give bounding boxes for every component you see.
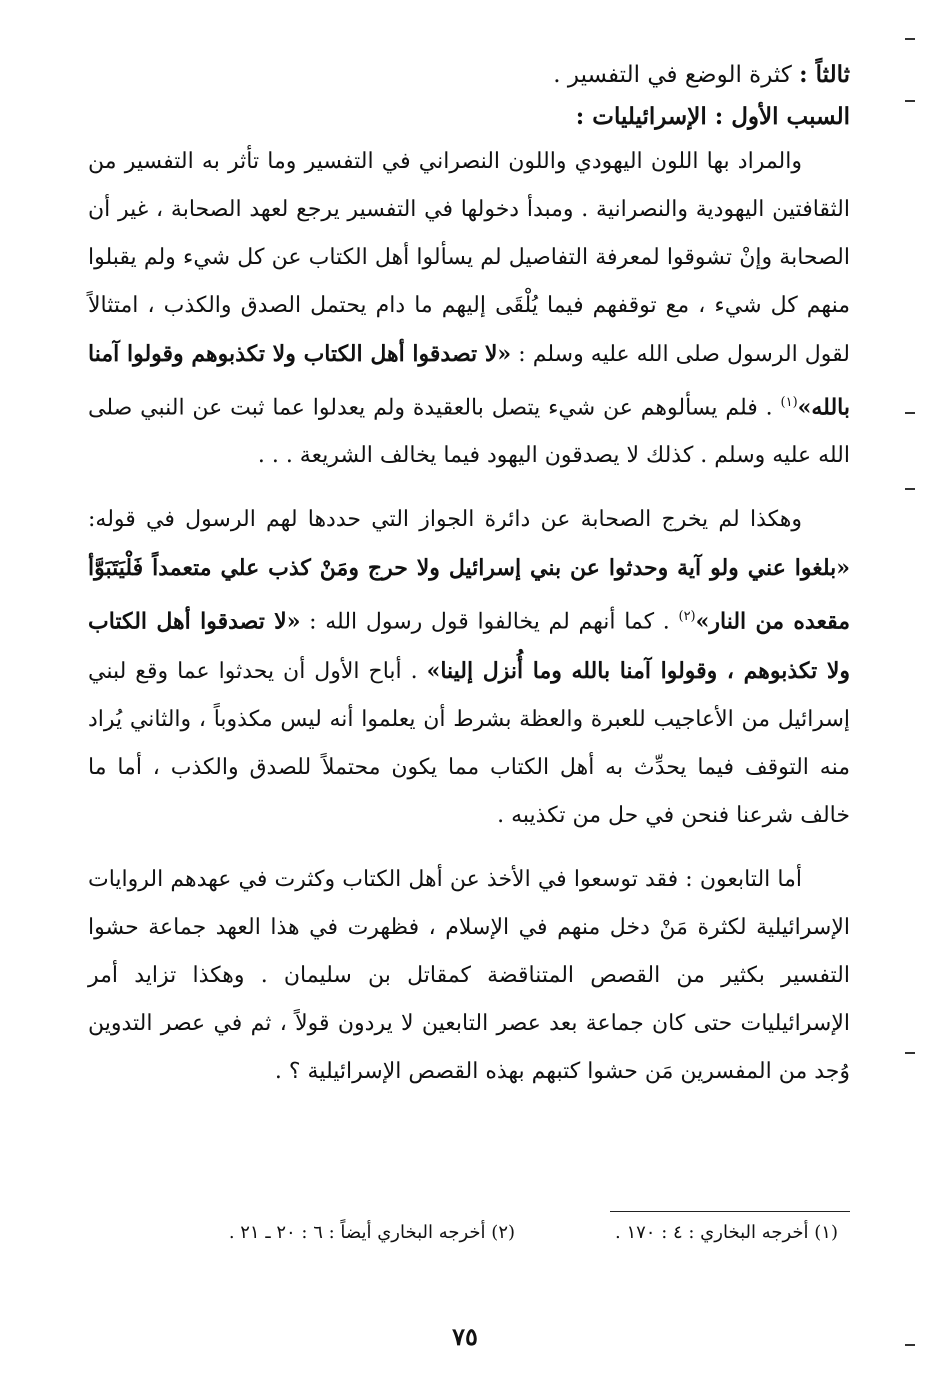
heading-third-label: ثالثاً : <box>799 61 850 88</box>
margin-mark <box>905 488 915 490</box>
paragraph-2-part-2: . كما أنهم لم يخالفوا قول رسول الله : <box>300 609 679 635</box>
margin-mark <box>905 100 915 102</box>
margin-mark <box>905 1344 915 1346</box>
page-body <box>88 50 850 1096</box>
margin-mark <box>905 412 915 414</box>
paragraph-1-part-2: . فلم يسألوهم عن شيء يتصل بالعقيدة ولم يعدلوا عما ثبت عن النبي صلى الله عليه وسلم . كذلك لا يصدقون اليهود فيما يخالف الشريعة . . . <box>88 395 850 469</box>
margin-mark <box>905 38 915 40</box>
section-heading-first-reason <box>88 100 850 134</box>
footnote-2: (٢) أخرجه البخاري أيضاً : ٦ : ٢٠ ـ ٢١ . <box>228 1222 516 1243</box>
paragraph-successors: أما التابعون : فقد توسعوا في الأخذ عن أهل الكتاب وكثرت في عهدهم الروايات الإسرائيلية لكثرة مَنْ دخل منهم في الإسلام ، فظهرت في هذا العهد جماعة حشوا التفسير بكثير من القصص المتناقضة كمقاتل بن سليمان . وهكذا تزايد أمر الإسرائيليات حتى كان جماعة بعد عصر التابعين لا يردون قولاً ، ثم في عصر التدوين وُجد من المفسرين مَن حشوا كتبهم بهذه القصص الإسرائيلية ؟ . <box>88 866 850 1084</box>
page-number: ٧٥ <box>452 1322 478 1351</box>
footnote-divider <box>610 1211 850 1212</box>
paragraph-1-part-1: والمراد بها اللون اليهودي واللون النصراني في التفسير وما تأثر به التفسير من الثقافتين اليهودية والنصرانية . ومبدأ دخولها في التفسير يرجع لعهد الصحابة ، غير أن الصحابة وإنْ تشوقوا لمعرفة التفاصيل لم يسألوا أهل الكتاب عن كل شيء ولم يقبلوا منهم كل شيء ، مع توقفهم فيما يُلْقَى إليهم ما دام يحتمل الصدق والكذب ، امتثالاً لقول الرسول صلى الله عليه وسلم : <box>88 149 850 367</box>
paragraph-2-part-3: . أباح الأول أن يحدثوا عما وقع لبني إسرائيل من الأعاجيب للعبرة والعظة بشرط أن يعلموا أنه ليس مكذوباً ، والثاني يُراد منه التوقف فيما يحدِّث به أهل الكتاب مما يكون محتملاً للصدق والكذب ، أما ما خالف شرعنا فنحن في حل من تكذيبه . <box>88 658 850 828</box>
heading-third-text: كثرة الوضع في التفسير . <box>553 62 800 88</box>
footnote-ref-1: (١) <box>780 395 798 410</box>
paragraph-gap <box>88 840 850 856</box>
footnotes <box>88 1218 838 1248</box>
footnote-ref-2: (٢) <box>678 609 696 625</box>
section-heading-third <box>88 58 850 92</box>
paragraph-1-quote-1: «لا تصدقوا أهل الكتاب ولا تكذبوهم وقولوا آمنا بالله» <box>88 341 850 421</box>
paragraph-israiliyyat-definition <box>88 138 850 480</box>
paragraph-2-quote-1: «بلغوا عني ولو آية وحدثوا عن بني إسرائيل ولا حرج ومَنْ كذب علي متعمداً فَلْيَتَبَوَّأ مقعده من النار» <box>88 555 850 635</box>
footnote-1: (١) أخرجه البخاري : ٤ : ١٧٠ . <box>615 1222 838 1243</box>
heading-first-reason-text: السبب الأول : الإسرائيليات : <box>575 103 850 130</box>
paragraph-companions-permission <box>88 496 850 839</box>
paragraph-2-part-1: وهكذا لم يخرج الصحابة عن دائرة الجواز التي حددها لهم الرسول في قوله: <box>88 507 802 533</box>
paragraph-gap <box>88 480 850 496</box>
margin-mark <box>905 1052 915 1054</box>
paragraph-2-quote-2: «لا تصدقوا أهل الكتاب ولا تكذبوهم ، وقولوا آمنا بالله وما أُنزل إلينا» <box>88 608 850 684</box>
